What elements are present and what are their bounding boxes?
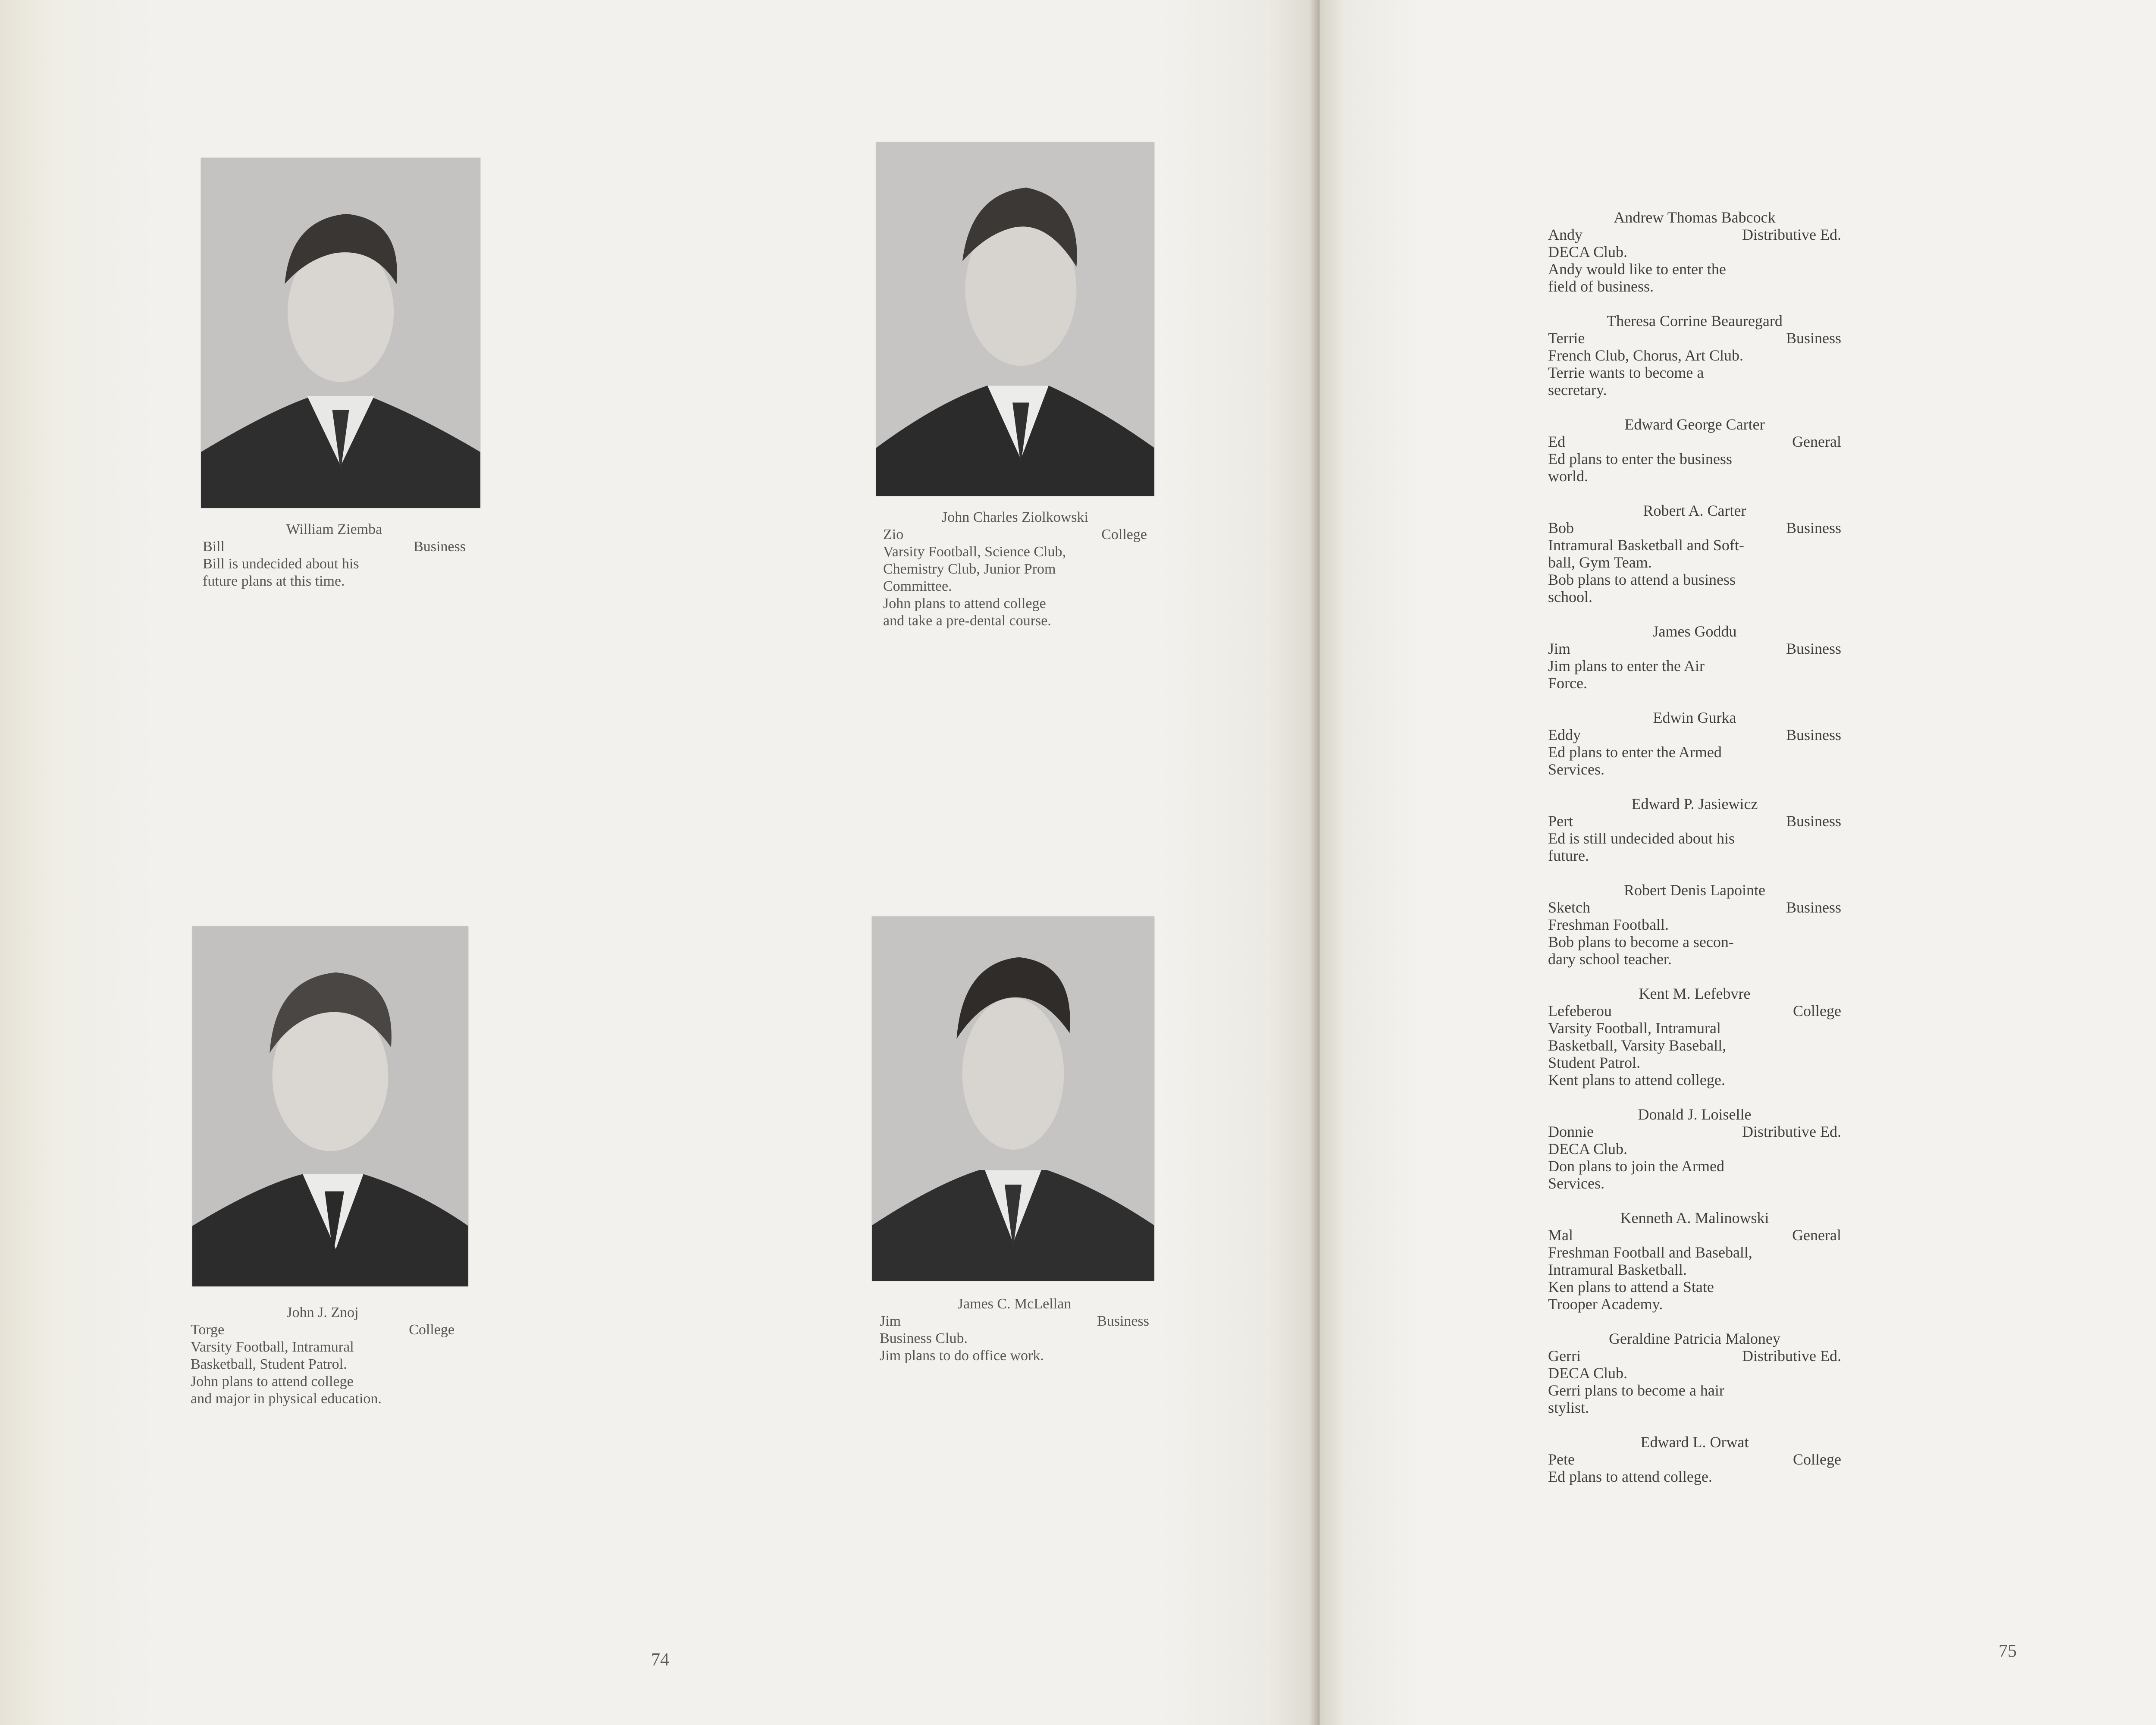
student-line: Basketball, Student Patrol. xyxy=(191,1356,347,1372)
student-line: Chemistry Club, Junior Prom xyxy=(883,561,1056,577)
student-photo-mclellan xyxy=(872,916,1154,1281)
student-line: Trooper Academy. xyxy=(1548,1295,1663,1313)
student-course: General xyxy=(1792,1226,1841,1244)
student-name: Edward George Carter xyxy=(1624,416,1765,433)
student-nickname: Donnie xyxy=(1548,1123,1594,1140)
student-nickname: Jim xyxy=(880,1313,901,1329)
caption-znoj xyxy=(191,1304,454,1408)
student-line: Freshman Football. xyxy=(1548,916,1669,933)
student-line: Ed plans to enter the Armed xyxy=(1548,743,1722,761)
student-line: Ed plans to attend college. xyxy=(1548,1468,1712,1485)
student-line: future plans at this time. xyxy=(203,573,345,589)
student-line: Varsity Football, Intramural xyxy=(191,1339,354,1355)
page-number-left: 74 xyxy=(651,1650,669,1670)
student-name: Robert Denis Lapointe xyxy=(1624,881,1765,899)
student-name: William Ziemba xyxy=(286,521,382,537)
senior-entry xyxy=(1548,623,1841,692)
student-nickname: Sketch xyxy=(1548,899,1590,916)
student-name: Theresa Corrine Beauregard xyxy=(1607,312,1783,329)
student-course: College xyxy=(1101,527,1147,543)
senior-entry xyxy=(1548,416,1841,485)
senior-entry xyxy=(1548,795,1841,864)
senior-entry xyxy=(1548,1209,1841,1313)
student-course: College xyxy=(409,1322,454,1338)
student-photo-znoj xyxy=(192,926,468,1286)
student-line: Ed plans to enter the business xyxy=(1548,450,1732,467)
student-line: Services. xyxy=(1548,761,1604,778)
student-name: Andrew Thomas Babcock xyxy=(1614,209,1776,226)
student-line: future. xyxy=(1548,847,1589,864)
student-line: Student Patrol. xyxy=(1548,1054,1640,1071)
student-name: Kenneth A. Malinowski xyxy=(1620,1209,1769,1226)
senior-entry xyxy=(1548,1433,1841,1485)
student-line: Business Club. xyxy=(880,1330,968,1346)
student-line: world. xyxy=(1548,467,1588,485)
student-line: Bob plans to attend a business xyxy=(1548,571,1736,588)
student-name: Donald J. Loiselle xyxy=(1638,1106,1752,1123)
student-course: Business xyxy=(1786,812,1841,830)
student-name: Edward P. Jasiewicz xyxy=(1631,795,1758,812)
student-name: James Goddu xyxy=(1652,623,1737,640)
student-line: Terrie wants to become a xyxy=(1548,364,1704,381)
student-name: John Charles Ziolkowski xyxy=(942,509,1088,525)
student-line: DECA Club. xyxy=(1548,1364,1628,1382)
page-number-right: 75 xyxy=(1999,1641,2017,1661)
student-line: and take a pre-dental course. xyxy=(883,613,1051,629)
student-line: DECA Club. xyxy=(1548,1140,1628,1157)
student-nickname: Bob xyxy=(1548,519,1574,536)
student-name: Edwin Gurka xyxy=(1653,709,1736,726)
student-course: College xyxy=(1793,1451,1841,1468)
student-course: Business xyxy=(414,539,466,555)
student-nickname: Zio xyxy=(883,527,904,543)
student-line: John plans to attend college xyxy=(191,1374,354,1389)
student-name: Robert A. Carter xyxy=(1643,502,1746,519)
senior-entry xyxy=(1548,502,1841,605)
student-nickname: Pete xyxy=(1548,1451,1575,1468)
student-nickname: Torge xyxy=(191,1322,225,1338)
student-course: Business xyxy=(1786,640,1841,657)
student-nickname: Ed xyxy=(1548,433,1565,450)
student-nickname: Terrie xyxy=(1548,329,1585,347)
student-course: College xyxy=(1793,1002,1841,1019)
student-course: Distributive Ed. xyxy=(1742,1347,1841,1364)
caption-mclellan xyxy=(880,1295,1149,1364)
student-line: field of business. xyxy=(1548,278,1654,295)
senior-entry xyxy=(1548,881,1841,968)
student-course: General xyxy=(1792,433,1841,450)
student-line: French Club, Chorus, Art Club. xyxy=(1548,347,1744,364)
senior-entry xyxy=(1548,209,1841,295)
student-course: Distributive Ed. xyxy=(1742,1123,1841,1140)
student-nickname: Lefeberou xyxy=(1548,1002,1612,1019)
student-name: Geraldine Patricia Maloney xyxy=(1609,1330,1780,1347)
student-name: Kent M. Lefebvre xyxy=(1639,985,1751,1002)
right-page xyxy=(1319,0,2156,1725)
student-course: Business xyxy=(1097,1313,1149,1329)
student-photo-ziemba xyxy=(201,158,480,508)
caption-ziolkowski xyxy=(883,509,1147,630)
student-line: Ken plans to attend a State xyxy=(1548,1278,1714,1295)
student-line: secretary. xyxy=(1548,381,1607,398)
senior-entry xyxy=(1548,1330,1841,1416)
student-nickname: Gerri xyxy=(1548,1347,1581,1364)
student-name: James C. McLellan xyxy=(957,1296,1072,1312)
student-line: Don plans to join the Armed xyxy=(1548,1157,1724,1175)
student-course: Business xyxy=(1786,329,1841,347)
student-name: Edward L. Orwat xyxy=(1640,1433,1749,1451)
student-line: stylist. xyxy=(1548,1399,1589,1416)
student-nickname: Pert xyxy=(1548,812,1573,830)
student-line: ball, Gym Team. xyxy=(1548,554,1652,571)
student-line: John plans to attend college xyxy=(883,596,1046,612)
student-line: Bill is undecided about his xyxy=(203,556,359,572)
student-course: Business xyxy=(1786,726,1841,743)
student-line: Committee. xyxy=(883,578,952,594)
student-course: Business xyxy=(1786,519,1841,536)
student-course: Business xyxy=(1786,899,1841,916)
student-line: school. xyxy=(1548,588,1592,605)
caption-ziemba xyxy=(203,521,466,590)
student-nickname: Bill xyxy=(203,539,225,555)
senior-list-column-1 xyxy=(1548,209,1841,1502)
student-line: Freshman Football and Baseball, xyxy=(1548,1244,1752,1261)
senior-entry xyxy=(1548,312,1841,398)
student-line: Jim plans to enter the Air xyxy=(1548,657,1705,674)
student-line: Bob plans to become a secon- xyxy=(1548,933,1734,950)
student-line: Services. xyxy=(1548,1175,1604,1192)
student-line: Kent plans to attend college. xyxy=(1548,1071,1725,1088)
student-name: John J. Znoj xyxy=(286,1305,359,1320)
student-line: Varsity Football, Intramural xyxy=(1548,1019,1721,1037)
student-line: Basketball, Varsity Baseball, xyxy=(1548,1037,1727,1054)
student-photo-ziolkowski xyxy=(876,142,1154,496)
student-course: Distributive Ed. xyxy=(1742,226,1841,243)
student-line: and major in physical education. xyxy=(191,1391,382,1407)
student-line: Ed is still undecided about his xyxy=(1548,830,1735,847)
student-line: DECA Club. xyxy=(1548,243,1628,260)
senior-entry xyxy=(1548,1106,1841,1192)
student-line: dary school teacher. xyxy=(1548,950,1672,968)
senior-entry xyxy=(1548,709,1841,778)
senior-entry xyxy=(1548,985,1841,1088)
student-line: Andy would like to enter the xyxy=(1548,260,1726,278)
student-line: Intramural Basketball and Soft- xyxy=(1548,536,1744,554)
student-nickname: Jim xyxy=(1548,640,1571,657)
student-nickname: Eddy xyxy=(1548,726,1581,743)
student-line: Gerri plans to become a hair xyxy=(1548,1382,1724,1399)
student-line: Jim plans to do office work. xyxy=(880,1348,1044,1364)
student-line: Force. xyxy=(1548,674,1587,692)
student-nickname: Mal xyxy=(1548,1226,1573,1244)
student-nickname: Andy xyxy=(1548,226,1583,243)
student-line: Varsity Football, Science Club, xyxy=(883,544,1066,560)
student-line: Intramural Basketball. xyxy=(1548,1261,1687,1278)
